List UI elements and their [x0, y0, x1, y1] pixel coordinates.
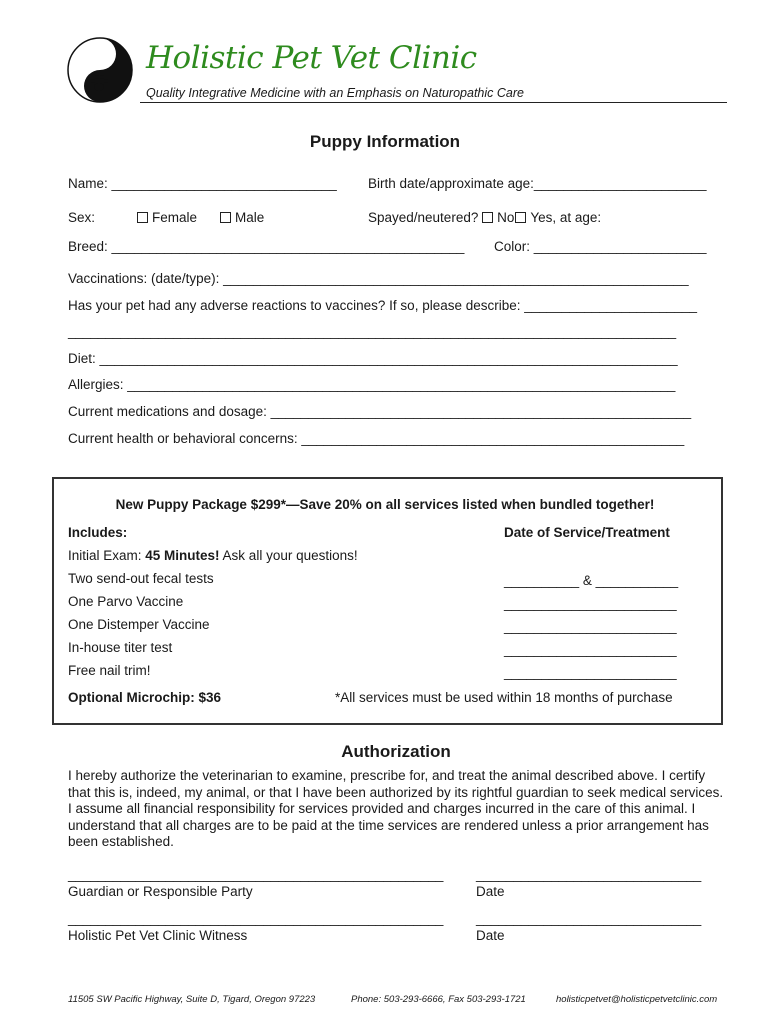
footer-email[interactable]: holisticpetvet@holisticpetvetclinic.com [556, 994, 718, 1005]
breed-label: Breed: [68, 239, 108, 254]
name-label: Name: [68, 176, 108, 191]
package-item [68, 594, 183, 609]
color-label: Color: [494, 239, 531, 254]
diet-line: _____________________________________________________________________________ [99, 351, 678, 366]
clinic-tagline: Quality Integrative Medicine with an Emphasis on Naturopathic Care [146, 86, 524, 100]
includes-label: Includes: [68, 525, 128, 540]
checkbox-icon [220, 212, 231, 223]
service-date-line[interactable]: _______________________ [504, 665, 677, 680]
color-field[interactable] [494, 239, 706, 254]
witness-date-label: Date [476, 928, 505, 943]
spayed-label: Spayed/neutered? [368, 210, 479, 225]
concerns-field[interactable] [68, 431, 684, 446]
name-line: ______________________________ [111, 176, 337, 191]
medications-field[interactable] [68, 404, 691, 419]
package-item-label: One Distemper Vaccine [68, 617, 210, 632]
service-date-line[interactable]: _______________________ [504, 619, 677, 634]
puppy-info-title: Puppy Information [309, 132, 461, 151]
header-divider [140, 102, 727, 103]
spayed-neutered-field [368, 210, 601, 225]
vaccinations-label: Vaccinations: (date/type): [68, 271, 220, 286]
breed-field[interactable] [68, 239, 464, 254]
package-item-label: One Parvo Vaccine [68, 594, 184, 609]
service-date-line[interactable]: _______________________ [504, 596, 677, 611]
witness-signature-line[interactable]: __________________________________________________ [68, 911, 444, 926]
package-item-emphasis: 45 Minutes! [145, 548, 220, 563]
male-label: Male [235, 210, 265, 225]
sex-label: Sex: [68, 210, 96, 225]
medications-label: Current medications and dosage: [68, 404, 267, 419]
optional-microchip: Optional Microchip: $36 [68, 690, 222, 705]
yes-label: Yes, at age: [530, 210, 602, 225]
concerns-label: Current health or behavioral concerns: [68, 431, 298, 446]
package-item-suffix: Ask all your questions! [219, 548, 358, 563]
reactions-continuation-line[interactable]: _________________________________________________________________________________ [68, 324, 677, 339]
footer-address: 11505 SW Pacific Highway, Suite D, Tigard, Oregon 97223 [68, 994, 316, 1005]
service-date-line[interactable]: __________ & ___________ [504, 573, 679, 588]
package-item-label: In-house titer test [68, 640, 173, 655]
reactions-line: _______________________ [524, 298, 697, 313]
authorization-text: I hereby authorize the veterinarian to examine, prescribe for, and treat the animal described above. I certify that this is, indeed, my animal, or that I have been authorized by its rightful guardian to seek medical services. I assume all financial responsibility for services provided and charges incurred in the care of this animal. I understand that all charges are to be paid at the time services are rendered unless a prior arrangement has been established. [68, 768, 724, 850]
breed-line: _______________________________________________ [111, 239, 465, 254]
name-field[interactable] [68, 176, 337, 191]
allergies-label: Allergies: [68, 377, 124, 392]
no-label: No [497, 210, 515, 225]
footer-phone: Phone: 503-293-6666, Fax 503-293-1721 [351, 994, 526, 1005]
birth-date-field[interactable] [368, 176, 707, 191]
witness-date-line[interactable]: ______________________________ [476, 911, 702, 926]
checkbox-icon [515, 212, 526, 223]
reactions-label: Has your pet had any adverse reactions to vaccines? If so, please describe: [68, 298, 521, 313]
package-note: *All services must be used within 18 months of purchase [335, 690, 673, 705]
color-line: _______________________ [533, 239, 707, 254]
guardian-date-line[interactable]: ______________________________ [476, 867, 702, 882]
no-checkbox[interactable] [482, 210, 514, 225]
package-item [68, 571, 214, 586]
clinic-name: Holistic Pet Vet Clinic [146, 40, 477, 76]
guardian-date-label: Date [476, 884, 505, 899]
package-item-label: Two send-out fecal tests [68, 571, 214, 586]
package-item [68, 548, 358, 563]
medications-line: ________________________________________________________ [270, 404, 692, 419]
birth-date-label: Birth date/approximate age: [368, 176, 534, 191]
reactions-field[interactable] [68, 298, 697, 313]
checkbox-icon [482, 212, 493, 223]
package-item-label: Initial Exam: [68, 548, 146, 563]
female-label: Female [152, 210, 198, 225]
witness-label: Holistic Pet Vet Clinic Witness [68, 928, 248, 943]
birth-date-line: _______________________ [533, 176, 707, 191]
package-item [68, 663, 151, 678]
yin-yang-paw-icon [66, 36, 134, 104]
guardian-signature-line[interactable]: __________________________________________________ [68, 867, 444, 882]
authorization-title: Authorization [341, 742, 451, 761]
guardian-label: Guardian or Responsible Party [68, 884, 253, 899]
package-headline: New Puppy Package $299*—Save 20% on all services listed when bundled together! [115, 497, 655, 512]
service-date-line[interactable]: _______________________ [504, 642, 677, 657]
female-checkbox[interactable] [137, 210, 197, 225]
diet-field[interactable] [68, 351, 678, 366]
male-checkbox[interactable] [220, 210, 264, 225]
vaccinations-field[interactable] [68, 271, 689, 286]
concerns-line: ___________________________________________________ [301, 431, 685, 446]
vaccinations-line: ______________________________________________________________ [223, 271, 689, 286]
checkbox-icon [137, 212, 148, 223]
package-item [68, 640, 172, 655]
package-item [68, 617, 210, 632]
package-item-label: Free nail trim! [68, 663, 151, 678]
diet-label: Diet: [68, 351, 96, 366]
allergies-field[interactable] [68, 377, 675, 392]
allergies-line: _________________________________________________________________________ [127, 377, 676, 392]
date-of-service-header: Date of Service/Treatment [504, 525, 670, 540]
yes-checkbox[interactable] [514, 210, 601, 225]
